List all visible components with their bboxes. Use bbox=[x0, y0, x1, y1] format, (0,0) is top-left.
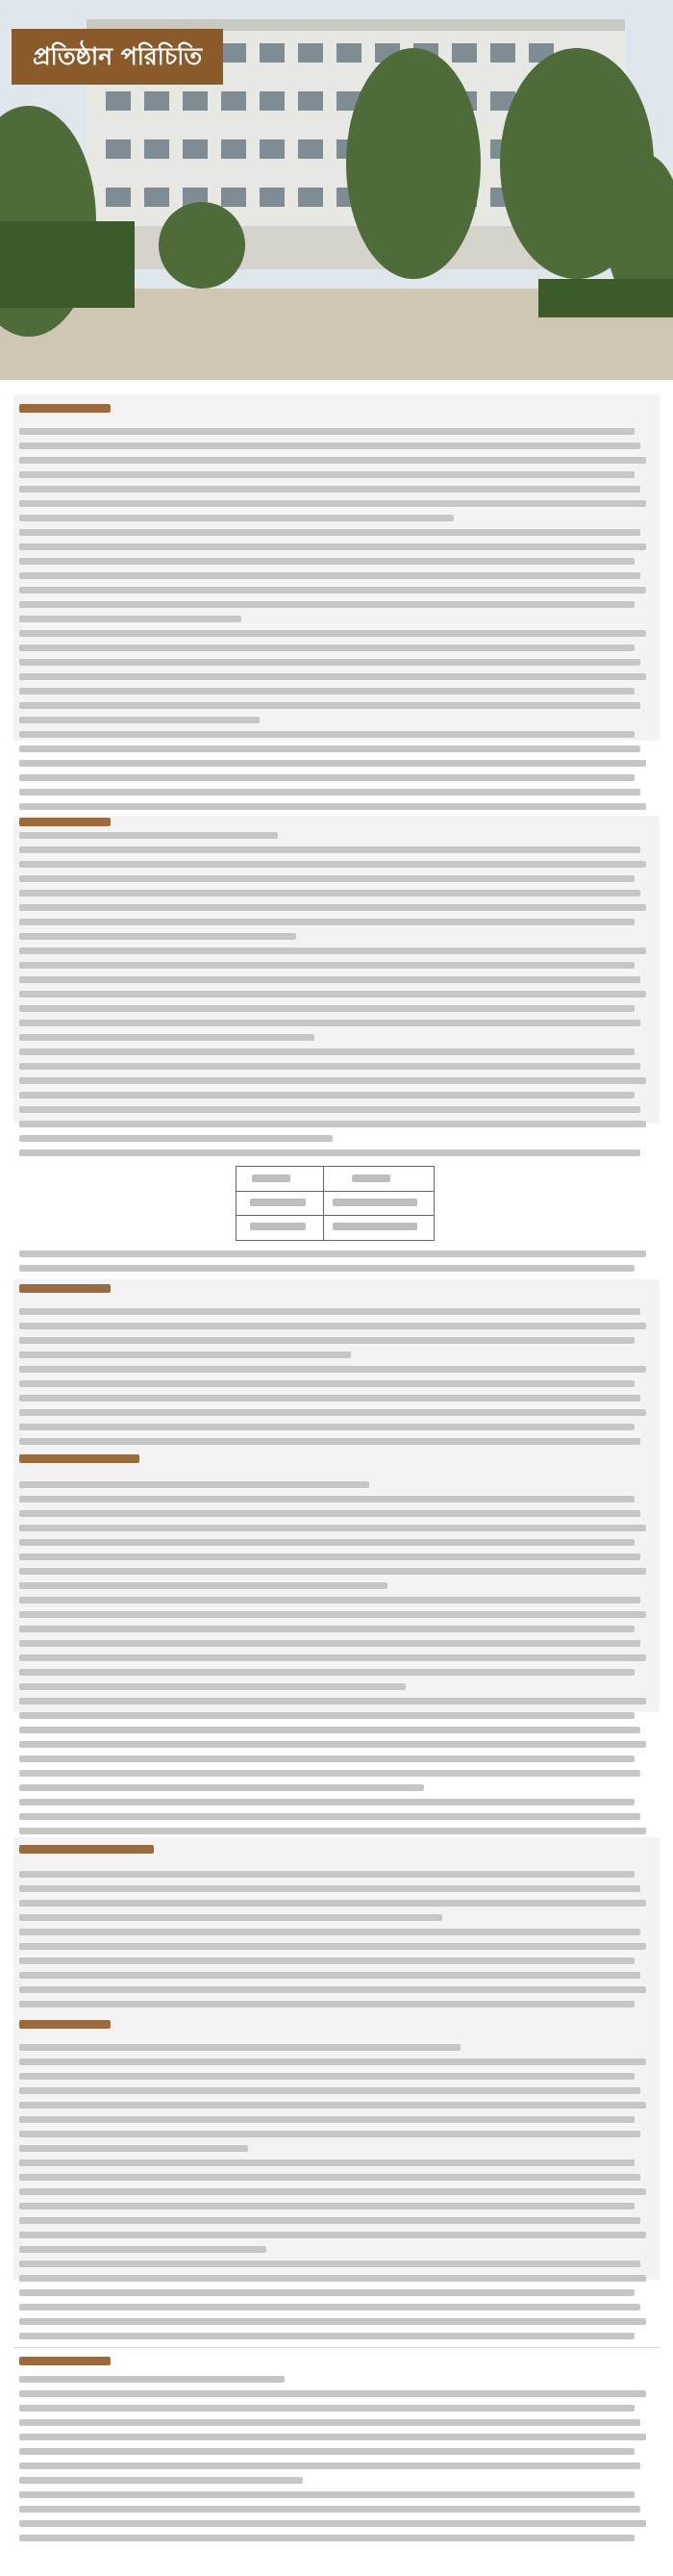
paragraph-line bbox=[19, 1654, 646, 1661]
paragraph-line bbox=[19, 2520, 646, 2527]
paragraph-line bbox=[19, 1799, 635, 1806]
paragraph-line bbox=[19, 2390, 646, 2397]
paragraph-line bbox=[19, 1727, 640, 1733]
paragraph-line bbox=[19, 543, 646, 550]
paragraph-line bbox=[19, 731, 635, 738]
paragraph-line bbox=[19, 976, 640, 983]
paragraph-line bbox=[19, 2535, 635, 2541]
paragraph-line bbox=[19, 1525, 646, 1531]
table-row bbox=[237, 1167, 434, 1192]
paragraph-line bbox=[19, 1611, 646, 1618]
paragraph-line bbox=[19, 2376, 285, 2383]
paragraph-line bbox=[19, 1149, 640, 1156]
paragraph-line bbox=[19, 745, 640, 752]
paragraph-line bbox=[19, 1755, 635, 1762]
paragraph-line bbox=[19, 1005, 635, 1012]
paragraph-line bbox=[19, 1063, 640, 1070]
paragraph-line bbox=[19, 1568, 646, 1575]
paragraph-line bbox=[19, 1770, 640, 1777]
paragraph-line bbox=[19, 2477, 303, 2484]
paragraph-line bbox=[19, 1395, 640, 1402]
paragraph-line bbox=[19, 1337, 635, 1344]
page-title: প্রতিষ্ঠান পরিচিতি bbox=[12, 29, 223, 85]
paragraph-line bbox=[19, 2203, 635, 2210]
paragraph-line bbox=[19, 1481, 369, 1488]
paragraph-line bbox=[19, 2434, 646, 2440]
paragraph-line bbox=[19, 803, 646, 810]
table-row bbox=[237, 1215, 434, 1239]
paragraph-line bbox=[19, 2405, 635, 2412]
paragraph-line bbox=[19, 1640, 640, 1647]
paragraph-line bbox=[19, 2159, 635, 2166]
divider bbox=[13, 2347, 660, 2348]
paragraph-line bbox=[19, 933, 296, 940]
paragraph-line bbox=[19, 2462, 640, 2469]
paragraph-line bbox=[19, 688, 635, 695]
paragraph-line bbox=[19, 1986, 646, 1993]
paragraph-line bbox=[19, 471, 635, 478]
paragraph-line bbox=[19, 1424, 635, 1430]
paragraph-line bbox=[19, 2044, 461, 2051]
paragraph-line bbox=[19, 1698, 646, 1705]
paragraph-line bbox=[19, 1438, 640, 1445]
paragraph-line bbox=[19, 1135, 333, 1142]
paragraph-line bbox=[19, 486, 640, 492]
paragraph-line bbox=[19, 702, 640, 709]
section-heading bbox=[19, 2020, 111, 2029]
paragraph-line bbox=[19, 2246, 266, 2253]
paragraph-line bbox=[19, 616, 241, 622]
paragraph-line bbox=[19, 1972, 640, 1979]
paragraph-line bbox=[19, 644, 635, 651]
paragraph-line bbox=[19, 2131, 640, 2137]
paragraph-line bbox=[19, 2102, 646, 2109]
paragraph-line bbox=[19, 861, 646, 868]
paragraph-line bbox=[19, 1323, 646, 1329]
paragraph-line bbox=[19, 2275, 646, 2282]
paragraph-line bbox=[19, 457, 646, 464]
paragraph-line bbox=[19, 601, 635, 608]
paragraph-line bbox=[19, 1957, 635, 1964]
paragraph-line bbox=[19, 904, 646, 911]
paragraph-line bbox=[19, 760, 646, 767]
paragraph-line bbox=[19, 1929, 640, 1935]
paragraph-line bbox=[19, 991, 646, 998]
paragraph-line bbox=[19, 1943, 646, 1950]
paragraph-line bbox=[19, 962, 635, 969]
paragraph-line bbox=[19, 832, 278, 839]
paragraph-line bbox=[19, 1092, 635, 1099]
paragraph-line bbox=[19, 2333, 635, 2339]
section-heading bbox=[19, 1845, 154, 1854]
paragraph-line bbox=[19, 2116, 635, 2123]
schedule-table bbox=[236, 1166, 435, 1241]
paragraph-line bbox=[19, 2073, 635, 2080]
paragraph-line bbox=[19, 1539, 635, 1546]
paragraph-line bbox=[19, 1034, 314, 1041]
paragraph-line bbox=[19, 1380, 635, 1387]
paragraph-line bbox=[19, 1914, 442, 1921]
paragraph-line bbox=[19, 1048, 635, 1055]
paragraph-line bbox=[19, 2506, 640, 2513]
paragraph-line bbox=[19, 500, 646, 507]
paragraph-line bbox=[19, 717, 260, 723]
paragraph-line bbox=[19, 1741, 646, 1748]
paragraph-line bbox=[19, 1885, 640, 1892]
paragraph-line bbox=[19, 1828, 646, 1834]
paragraph-line bbox=[19, 1020, 640, 1026]
paragraph-line bbox=[19, 2087, 640, 2094]
paragraph-line bbox=[19, 2419, 640, 2426]
section-heading bbox=[19, 1284, 111, 1293]
paragraph-line bbox=[19, 1582, 387, 1589]
paragraph-line bbox=[19, 2260, 640, 2267]
paragraph-line bbox=[19, 1121, 646, 1127]
paragraph-line bbox=[19, 2304, 640, 2311]
paragraph-line bbox=[19, 515, 454, 521]
paragraph-line bbox=[19, 442, 640, 449]
section-heading bbox=[19, 1454, 139, 1463]
paragraph-line bbox=[19, 428, 635, 435]
paragraph-line bbox=[19, 2001, 635, 2008]
paragraph-line bbox=[19, 2318, 646, 2325]
paragraph-line bbox=[19, 2145, 248, 2152]
paragraph-line bbox=[19, 2448, 635, 2455]
paragraph-line bbox=[19, 1683, 406, 1690]
section-heading bbox=[19, 2357, 111, 2365]
paragraph-line bbox=[19, 1784, 424, 1791]
paragraph-line bbox=[19, 1669, 635, 1676]
paragraph-line bbox=[19, 1553, 640, 1560]
paragraph-line bbox=[19, 1409, 646, 1416]
paragraph-line bbox=[19, 1366, 646, 1373]
paragraph-line bbox=[19, 2289, 635, 2296]
paragraph-line bbox=[19, 1626, 635, 1632]
paragraph-line bbox=[19, 919, 635, 925]
paragraph-line bbox=[19, 1597, 640, 1604]
paragraph-line bbox=[19, 2188, 646, 2195]
paragraph-line bbox=[19, 1900, 646, 1907]
article-body bbox=[0, 385, 673, 2576]
paragraph-line bbox=[19, 2058, 646, 2065]
paragraph-line bbox=[19, 1077, 646, 1084]
table-row bbox=[237, 1191, 434, 1216]
paragraph-line bbox=[19, 2174, 640, 2181]
paragraph-line bbox=[19, 1496, 635, 1503]
paragraph-line bbox=[19, 1871, 635, 1878]
paragraph-line bbox=[19, 947, 646, 954]
paragraph-line bbox=[19, 2491, 635, 2498]
paragraph-line bbox=[19, 630, 646, 637]
section-heading bbox=[19, 404, 111, 413]
paragraph-line bbox=[19, 587, 646, 593]
paragraph-line bbox=[19, 1813, 640, 1820]
paragraph-line bbox=[19, 1265, 635, 1272]
paragraph-line bbox=[19, 1308, 640, 1315]
paragraph-line bbox=[19, 1250, 646, 1257]
campus-photo-banner bbox=[0, 0, 673, 385]
paragraph-line bbox=[19, 846, 640, 853]
paragraph-line bbox=[19, 572, 640, 579]
paragraph-line bbox=[19, 774, 635, 781]
paragraph-line bbox=[19, 1712, 635, 1719]
paragraph-line bbox=[19, 890, 640, 897]
paragraph-line bbox=[19, 789, 640, 796]
paragraph-line bbox=[19, 1351, 351, 1358]
paragraph-line bbox=[19, 1510, 640, 1517]
section-heading bbox=[19, 818, 111, 826]
paragraph-line bbox=[19, 558, 635, 565]
paragraph-line bbox=[19, 673, 646, 680]
paragraph-line bbox=[19, 529, 640, 536]
paragraph-line bbox=[19, 2232, 646, 2238]
paragraph-line bbox=[19, 1106, 640, 1113]
paragraph-line bbox=[19, 875, 635, 882]
paragraph-line bbox=[19, 2217, 640, 2224]
paragraph-line bbox=[19, 659, 640, 666]
